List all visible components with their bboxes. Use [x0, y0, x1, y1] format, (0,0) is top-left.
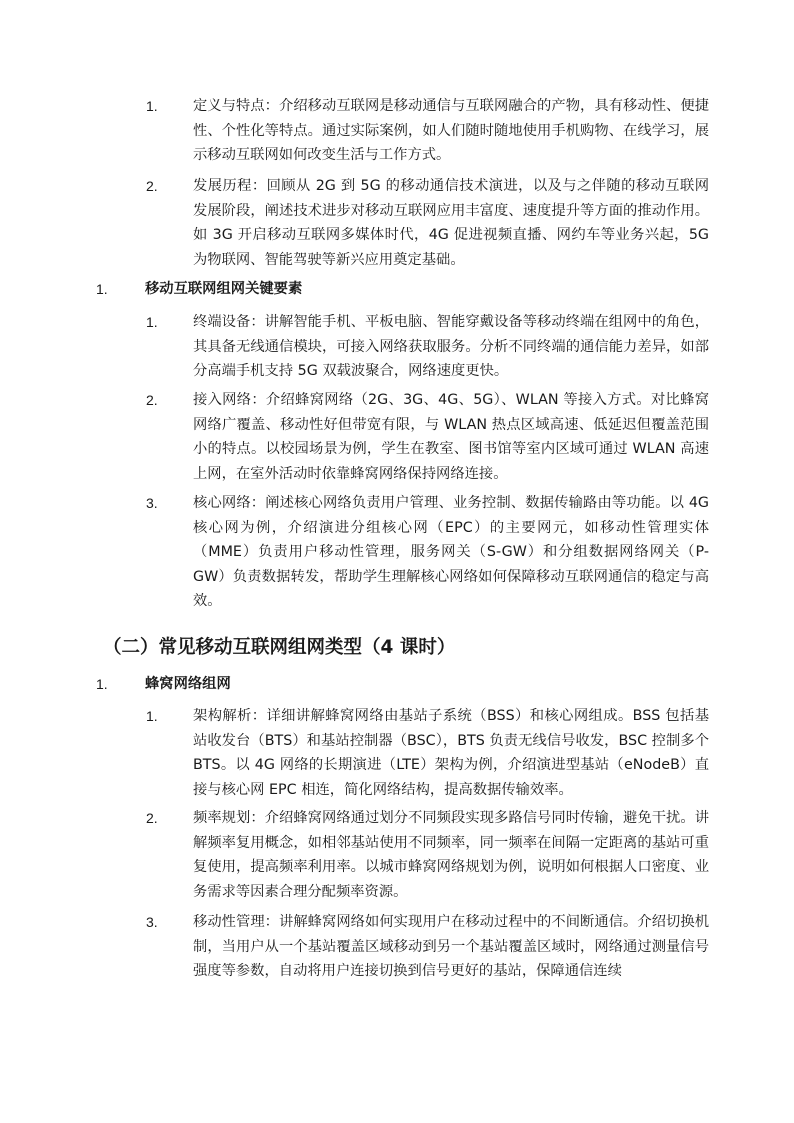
subsection-title: 蜂窝网络组网: [145, 676, 231, 692]
list-number: 1.: [96, 281, 108, 297]
list-number: 1.: [96, 676, 108, 692]
list-number: 2.: [146, 392, 158, 408]
list-text: 定义与特点：介绍移动互联网是移动通信与互联网融合的产物，具有移动性、便捷性、个性化等特点。通过实际案例，如人们随时随地使用手机购物、在线学习，展示移动互联网如何改变生活与工作方式。: [193, 98, 709, 164]
list-number: 3.: [146, 495, 158, 511]
list-number: 1.: [146, 708, 158, 724]
list-text: 发展历程：回顾从 2G 到 5G 的移动通信技术演进，以及与之伴随的移动互联网发展阶段，阐述技术进步对移动互联网应用丰富度、速度提升等方面的推动作用。如 3G 开启移动互联网多媒体时代，4G 促进视频直播、网约车等业务兴起，5G 为物联网、智能驾驶等新兴应用奠定基础。: [193, 178, 709, 268]
list-text: 接入网络：介绍蜂窝网络（2G、3G、4G、5G）、WLAN 等接入方式。对比蜂窝网络广覆盖、移动性好但带宽有限，与 WLAN 热点区域高速、低延迟但覆盖范围小的特点。以校园场景为例，学生在教室、图书馆等室内区域可通过 WLAN 高速上网，在室外活动时依靠蜂窝网络保持网络连接。: [193, 392, 709, 482]
list-text: 终端设备：讲解智能手机、平板电脑、智能穿戴设备等移动终端在组网中的角色，其具备无线通信模块，可接入网络获取服务。分析不同终端的通信能力差异，如部分高端手机支持 5G 双载波聚合，网络速度更快。: [193, 314, 709, 380]
subsection-title: 移动互联网组网关键要素: [145, 281, 303, 297]
list-text: 频率规划：介绍蜂窝网络通过划分不同频段实现多路信号同时传输，避免干扰。讲解频率复用概念，如相邻基站使用不同频率，同一频率在间隔一定距离的基站可重复使用，提高频率利用率。以城市蜂窝网络规划为例，说明如何根据人口密度、业务需求等因素合理分配频率资源。: [193, 810, 709, 900]
list-number: 1.: [146, 314, 158, 330]
list-number: 2.: [146, 810, 158, 826]
list-number: 1.: [146, 98, 158, 114]
list-text: 移动性管理：讲解蜂窝网络如何实现用户在移动过程中的不间断通信。介绍切换机制，当用户从一个基站覆盖区域移动到另一个基站覆盖区域时，网络通过测量信号强度等参数，自动将用户连接切换到信号更好的基站，保障通信连续: [193, 914, 709, 980]
list-number: 2.: [146, 178, 158, 194]
list-text: 核心网络：阐述核心网络负责用户管理、业务控制、数据传输路由等功能。以 4G 核心网为例，介绍演进分组核心网（EPC）的主要网元，如移动性管理实体（MME）负责用户移动性管理，服务网关（S-GW）和分组数据网络网关（P-GW）负责数据转发，帮助学生理解核心网络如何保障移动互联网通信的稳定与高效。: [193, 495, 709, 610]
list-number: 3.: [146, 914, 158, 930]
section-heading: （二）常见移动互联网组网类型（4 课时）: [103, 637, 456, 658]
list-text: 架构解析：详细讲解蜂窝网络由基站子系统（BSS）和核心网组成。BSS 包括基站收发台（BTS）和基站控制器（BSC），BTS 负责无线信号收发，BSC 控制多个 BTS。以 4G 网络的长期演进（LTE）架构为例，介绍演进型基站（eNodeB）直接与核心网 EPC 相连，简化网络结构，提高数据传输效率。: [193, 708, 709, 798]
